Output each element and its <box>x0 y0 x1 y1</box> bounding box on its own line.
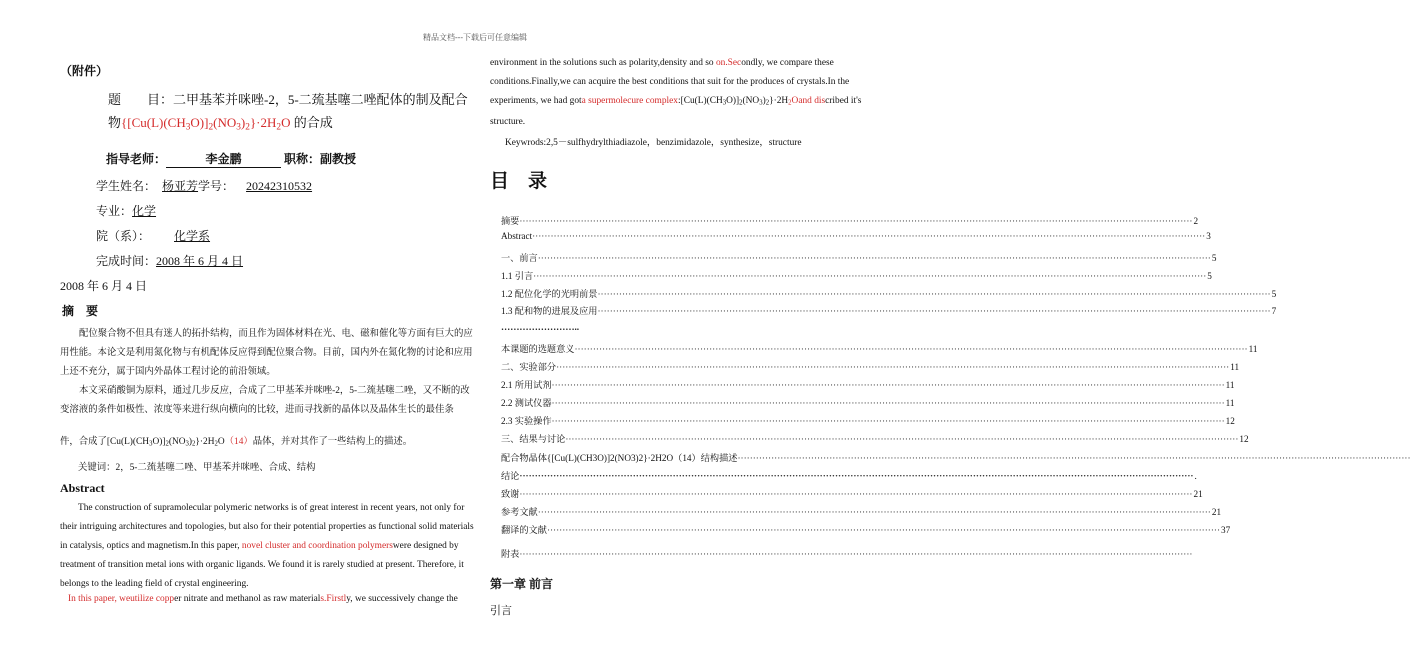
toc-entry[interactable] <box>501 431 1249 445</box>
dept-value: 化学系 <box>174 229 211 243</box>
student-name: 杨亚芳 <box>162 179 199 193</box>
toc-leader-dots: ···························································································································································································································· <box>519 489 1193 499</box>
abstract-en-p1 <box>60 499 474 594</box>
toc-leader-dots: ···························································································································································································································· <box>574 344 1248 354</box>
toc-entry[interactable] <box>501 377 1235 391</box>
abstract-en-title: Abstract <box>60 481 105 495</box>
title-text-1: 二甲基苯并咪唑-2，5-二巯基噻二唑配体的制及配合 <box>173 92 468 107</box>
en-cont-a: environment in the solutions such as polarity,density and so <box>490 58 716 68</box>
toc-entry[interactable] <box>501 359 1240 373</box>
toc-entry-label: 2.1 所用试剂 <box>501 380 552 390</box>
toc-title: 目 录 <box>490 171 548 192</box>
toc-entry[interactable] <box>501 268 1212 282</box>
toc-entry-page: 11 <box>1225 380 1235 390</box>
toc-leader-dots: ···························································································································································································································· <box>565 434 1239 444</box>
toc-entry-page: 12 <box>1239 434 1249 444</box>
dept-row <box>96 227 210 244</box>
toc-entry-page: 21 <box>1211 507 1222 517</box>
keywords-en: Keywrods:2,5－sulfhydrylthiadiazole，benzimidazole，synthesize，structure <box>505 138 802 148</box>
toc-entry-label: 2.3 实验操作 <box>501 416 552 426</box>
toc-entry-label: 翻译的文献 <box>501 525 547 535</box>
abstract-en-p1b: were designed by treatment of transition metal ions with organic ligands. We found it is rarely studied at present. Therefore, it belongs to the leading field of crystal engineering. <box>60 541 464 589</box>
toc-entry-label: 结论 <box>501 471 520 481</box>
student-row <box>96 177 312 194</box>
toc-entry-page: 5 <box>1271 289 1277 299</box>
toc-entry[interactable] <box>501 486 1203 500</box>
toc-entry[interactable] <box>501 395 1235 409</box>
advisor-name: 李金鹏 <box>166 150 281 168</box>
header-watermark: 精品文档---下载后可任意编辑 <box>423 33 527 42</box>
toc-entry-label: 1.2 配位化学的光明前景 <box>501 289 598 299</box>
toc-entry-label: 三、结果与讨论 <box>501 434 566 444</box>
rank-label: 职称： <box>284 152 321 166</box>
toc-entry[interactable] <box>501 450 1411 464</box>
major-row <box>96 202 156 219</box>
toc-leader-dots: ···························································································································································································································· <box>597 306 1271 316</box>
toc-entry-page: 11 <box>1230 362 1240 372</box>
section-title: 引言 <box>490 605 512 617</box>
date-row <box>96 252 243 269</box>
student-id: 20242310532 <box>246 179 313 193</box>
toc-entry-label: 2.2 测试仪器 <box>501 398 552 408</box>
dept-label: 院（系）： <box>96 229 151 243</box>
toc-entry-label: 二、实验部分 <box>501 362 557 372</box>
abstract-cn-p1: 配位聚合物不但具有迷人的拓扑结构，而且作为固体材料在光、电、磁和催化等方面有巨大的应用性能。本论文是利用氮化物与有机配体反应得到配位聚合物。目前，国内外在氮化物的讨论和应用上还不充分，属于国内外晶体工程讨论的前沿领域。 <box>60 329 473 377</box>
student-label: 学生姓名： <box>96 179 157 193</box>
toc-leader-dots: ···························································································································································································································· <box>519 549 1193 559</box>
date-label: 完成时间： <box>96 254 157 268</box>
compound-number: （14） <box>224 437 253 447</box>
abstract-cn-p2: 本文采硝酸铜为原料，通过几步反应，合成了二甲基苯并咪唑-2，5-二巯基噻二唑，又不断的改变溶液的条件如极性、浓度等来进行纵向横向的比较，进而寻找新的晶体以及晶体生长的最佳条 <box>60 386 470 415</box>
toc-leader-dots: ···························································································································································································································· <box>519 471 1194 481</box>
toc-entry[interactable] <box>501 341 1258 355</box>
en-cont-red3: $_2$Oand dis <box>788 96 826 107</box>
toc-leader-dots: ···························································································································································································································· <box>597 289 1271 299</box>
toc-entry[interactable] <box>501 250 1217 264</box>
title-label: 题 目： <box>108 92 174 107</box>
major-value: 化学 <box>132 204 157 218</box>
keywords-cn: 关键词：2，5-二巯基噻二唑、甲基苯并咪唑、合成、结构 <box>78 463 316 473</box>
toc-entry[interactable] <box>501 468 1197 482</box>
toc-entry-page: 5 <box>1211 253 1217 263</box>
toc-entry-label: 参考文献 <box>501 507 538 517</box>
abstract-cn-p3-prefix: 件，合成了 <box>60 437 107 447</box>
toc-entry-label: 摘要 <box>501 216 520 226</box>
toc-entry[interactable] <box>501 231 1211 241</box>
toc-entry[interactable] <box>501 213 1199 227</box>
toc-entry-page: 21 <box>1193 489 1203 499</box>
toc-entry-label: 1.3 配和物的进展及应用 <box>501 306 598 316</box>
abstract-en-p2 <box>68 594 458 604</box>
toc-entry-label: 致谢 <box>501 489 520 499</box>
date-repeat: 2008 年 6 月 4 日 <box>60 279 148 293</box>
abstract-en-p2-red2: s.Firstl <box>320 594 347 604</box>
toc-entry-label: 一、前言 <box>501 253 538 263</box>
toc-entry-label: 配合物晶体{[Cu(L)(CH3O)]2(NO3)2}·2H2O（14）结构描述 <box>501 453 738 463</box>
chapter-title: 第一章 前言 <box>490 577 554 591</box>
toc-leader-dots: ···························································································································································································································· <box>537 507 1211 517</box>
toc-overflow-dots: …………………….. <box>501 322 580 332</box>
toc-entry[interactable] <box>501 286 1277 300</box>
abstract-en-p2-mid: er nitrate and methanol as raw material <box>174 594 321 604</box>
toc-entry[interactable] <box>501 303 1277 317</box>
title-line-1 <box>108 89 468 108</box>
toc-leader-dots: ···························································································································································································································· <box>737 453 1411 463</box>
rank-value: 副教授 <box>320 152 357 166</box>
date-value: 2008 年 6 月 4 日 <box>156 254 244 268</box>
abstract-en-p1a: The construction of supramolecular polymeric networks is of great interest in recent years, not only for their intriguing architectures and topologies, but also for their potential properties as functional solid materials in catalysis, optics and magnetism.In this paper, <box>60 503 474 551</box>
toc-leader-dots: ···························································································································································································································· <box>551 380 1225 390</box>
advisor-label: 指导老师： <box>106 152 167 166</box>
toc-leader-dots: ···························································································································································································································· <box>537 253 1211 263</box>
toc-entry-page: 7 <box>1271 306 1277 316</box>
student-id-label: 学号： <box>198 179 235 193</box>
toc-leader-dots: ···························································································································································································································· <box>556 362 1230 372</box>
toc-entry-label: Abstract <box>501 231 533 241</box>
toc-entry-page: 11 <box>1225 398 1235 408</box>
toc-entry[interactable] <box>501 413 1235 427</box>
toc-entry-page: 2 <box>1193 216 1199 226</box>
toc-leader-dots: ···························································································································································································································· <box>551 416 1225 426</box>
toc-entry[interactable] <box>501 504 1222 518</box>
major-label: 专业： <box>96 204 133 218</box>
toc-leader-dots: ···························································································································································································································· <box>551 398 1225 408</box>
en-cont-red2: a supermolecure complex <box>581 96 678 106</box>
toc-entry-label: 本课题的选题意义 <box>501 344 575 354</box>
en-cont-red1: on.Sec <box>715 58 742 68</box>
en-cont-c: $:[Cu(L)(CH_3O)]_2(NO_3)_2\}\cdot 2H$ <box>677 96 789 107</box>
toc-leader-dots: ···························································································································································································································· <box>546 525 1221 535</box>
title-suffix: 的合成 <box>293 115 333 130</box>
attachment-label: （附件） <box>60 64 109 78</box>
toc-entry-page: 5 <box>1207 271 1212 281</box>
toc-entry-page: . <box>1194 471 1197 481</box>
toc-leader-dots: ···························································································································································································································· <box>533 271 1207 281</box>
toc-entry[interactable] <box>501 546 1193 560</box>
toc-entry-label: 1.1 引言 <box>501 271 534 281</box>
abstract-cn-title: 摘 要 <box>62 304 99 318</box>
title-prefix: 物 <box>108 115 122 130</box>
abstract-cn-p3-suffix: 晶体，并对其作了一些结构上的描述。 <box>252 437 413 447</box>
toc-entry-page: 37 <box>1221 525 1231 535</box>
abstract-en-p2-red1: In this paper, weutilize copp <box>68 594 175 604</box>
toc-entry-page: 12 <box>1225 416 1235 426</box>
en-cont-b: ondly, we compare these conditions.Finally,we can acquire the best conditions that suit for the produces of crystals.In the experiments, we had got <box>490 58 850 106</box>
toc-entry-label: 附表 <box>501 549 520 559</box>
abstract-en-continued <box>490 54 880 132</box>
title-line-2 <box>108 112 333 132</box>
abstract-en-p1-red: novel cluster and coordination polymers <box>241 541 393 551</box>
abstract-cn-formula: $[Cu(L)(CH_3O)]_2(NO_3)_2\}\cdot 2H_2O$ <box>106 437 225 448</box>
title-formula: $\{[Cu(L)(CH_3O)]_2(NO_3)_2\}\cdot 2H_2O$ <box>121 115 291 133</box>
toc-entry[interactable] <box>501 522 1231 536</box>
toc-entry-page: 3 <box>1206 231 1211 241</box>
toc-leader-dots: ···························································································································································································································· <box>532 231 1206 241</box>
toc-entry-page: 11 <box>1248 344 1258 354</box>
abstract-cn-p3 <box>60 433 412 448</box>
en-cont-d: cribed it's structure. <box>490 96 862 127</box>
toc-leader-dots: ···························································································································································································································· <box>519 216 1193 226</box>
advisor-row <box>106 150 356 168</box>
abstract-en-p2-end: y, we successively change the <box>346 594 458 604</box>
